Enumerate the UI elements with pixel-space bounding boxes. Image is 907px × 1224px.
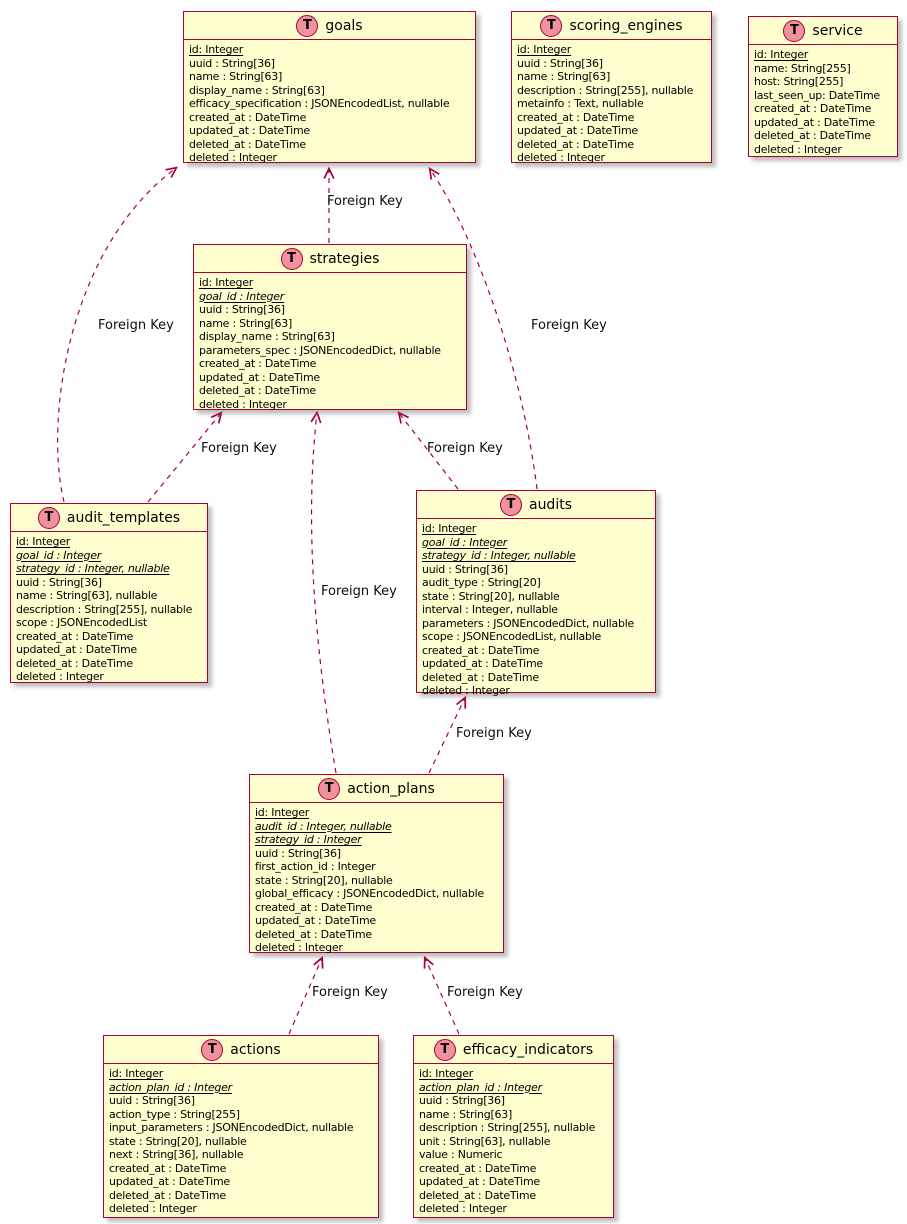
foreign-key-label: Foreign Key: [456, 726, 532, 741]
table-icon: [281, 248, 303, 270]
table-field: deleted_at : DateTime: [109, 1188, 226, 1202]
table-field: uuid : String[36]: [517, 56, 603, 70]
table-field: name : String[63]: [517, 70, 611, 83]
table-field: name : String[63]: [419, 1107, 513, 1121]
table-field: efficacy_specification : JSONEncodedList, nullable: [189, 97, 450, 110]
table-name: goals: [325, 17, 363, 34]
table-field: host: String[255]: [754, 75, 844, 88]
table-header: [184, 12, 475, 40]
table-field: id: Integer: [199, 276, 254, 289]
table-field: updated_at : DateTime: [16, 643, 137, 656]
table-icon: [540, 15, 562, 37]
table-field: deleted : Integer: [16, 670, 104, 683]
table-header: [250, 775, 503, 803]
table-field: scope : JSONEncodedList: [16, 616, 147, 629]
table-field: display_name : String[63]: [189, 83, 325, 97]
table-icon: [38, 507, 60, 529]
table-field: state : String[20], nullable: [255, 873, 393, 887]
table-field: name : String[63]: [199, 316, 293, 330]
table-fields: [417, 519, 655, 698]
table-field: audit_type : String[20]: [422, 576, 541, 589]
table-field: unit : String[63], nullable: [419, 1134, 551, 1148]
table-field: updated_at : DateTime: [255, 914, 376, 927]
table-name: actions: [230, 1041, 281, 1058]
table-field: goal_id : Integer: [422, 535, 508, 549]
table-field: strategy_id : Integer, nullable: [422, 549, 576, 562]
table-name: efficacy_indicators: [462, 1041, 594, 1058]
table-field: scope : JSONEncodedList, nullable: [422, 630, 602, 643]
table-audits: [416, 490, 656, 697]
table-name: action_plans: [347, 780, 435, 797]
table-field: uuid : String[36]: [109, 1094, 195, 1107]
table-icon: [318, 778, 340, 800]
table-field: updated_at : DateTime: [109, 1175, 230, 1188]
table-field: updated_at : DateTime: [199, 370, 320, 384]
table-icon-letter: T: [440, 1042, 450, 1057]
table-action-plans: [249, 774, 504, 953]
table-icon: [201, 1039, 223, 1061]
table-icon: [783, 20, 805, 42]
table-name: scoring_engines: [569, 17, 683, 34]
table-field: uuid : String[36]: [422, 562, 508, 576]
table-field: deleted : Integer: [754, 142, 842, 156]
table-fields: [104, 1064, 378, 1216]
table-field: deleted_at : DateTime: [754, 129, 871, 142]
table-field: action_type : String[255]: [109, 1107, 240, 1121]
table-field: deleted_at : DateTime: [255, 927, 372, 941]
table-field: deleted : Integer: [419, 1202, 507, 1215]
table-icon-letter: T: [302, 18, 312, 33]
table-field: updated_at : DateTime: [517, 124, 638, 137]
table-field: id: Integer: [255, 806, 310, 819]
table-field: uuid : String[36]: [199, 303, 285, 316]
table-fields: [194, 273, 466, 411]
table-field: updated_at : DateTime: [419, 1175, 540, 1188]
table-field: metainfo : Text, nullable: [517, 97, 644, 110]
table-field: id: Integer: [109, 1067, 164, 1080]
table-name: audits: [528, 496, 572, 513]
foreign-key-label: Foreign Key: [447, 985, 523, 1000]
table-icon: [500, 494, 522, 516]
table-fields: [184, 40, 475, 165]
table-field: id: Integer: [754, 48, 809, 61]
table-field: id: Integer: [16, 535, 71, 548]
table-field: last_seen_up: DateTime: [754, 88, 880, 102]
table-audit-templates: [10, 503, 208, 683]
table-header: [512, 12, 711, 40]
table-field: description : String[255], nullable: [16, 602, 193, 616]
table-field: created_at : DateTime: [199, 357, 317, 370]
foreign-key-label: Foreign Key: [531, 318, 607, 333]
foreign-key-arrow-audit_templates-to-goals: [58, 168, 176, 502]
table-field: created_at : DateTime: [517, 110, 635, 124]
table-field: strategy_id : Integer: [255, 833, 362, 846]
foreign-key-label: Foreign Key: [327, 194, 403, 209]
table-field: description : String[255], nullable: [517, 83, 694, 97]
table-field: id: Integer: [419, 1067, 474, 1080]
table-scoring-engines: [511, 11, 712, 163]
table-field: deleted : Integer: [189, 151, 277, 164]
table-field: deleted_at : DateTime: [16, 656, 133, 670]
table-fields: [512, 40, 711, 165]
table-field: deleted : Integer: [199, 397, 287, 411]
table-field: audit_id : Integer, nullable: [255, 819, 392, 833]
table-field: deleted_at : DateTime: [189, 137, 306, 151]
table-field: created_at : DateTime: [16, 629, 134, 643]
table-field: state : String[20], nullable: [109, 1134, 247, 1148]
table-icon-letter: T: [789, 23, 799, 38]
table-field: uuid : String[36]: [189, 56, 275, 70]
table-header: [104, 1036, 378, 1064]
table-field: goal_id : Integer: [199, 289, 285, 303]
table-name: audit_templates: [66, 509, 181, 526]
table-field: uuid : String[36]: [255, 846, 341, 860]
table-actions: [103, 1035, 379, 1218]
table-fields: [250, 803, 503, 955]
table-field: strategy_id : Integer, nullable: [16, 562, 170, 575]
table-field: action_plan_id : Integer: [419, 1080, 542, 1094]
table-header: [414, 1036, 613, 1064]
table-field: name: String[255]: [754, 61, 851, 75]
foreign-key-arrow-audit_templates-to-strategies: [148, 413, 221, 502]
table-field: created_at : DateTime: [419, 1161, 537, 1175]
table-header: [417, 491, 655, 519]
table-field: id: Integer: [189, 43, 244, 56]
table-field: updated_at : DateTime: [189, 124, 310, 137]
foreign-key-label: Foreign Key: [201, 441, 277, 456]
table-field: deleted : Integer: [255, 941, 343, 954]
table-icon-letter: T: [506, 497, 516, 512]
table-service: [748, 16, 898, 157]
foreign-key-label: Foreign Key: [321, 584, 397, 599]
table-field: created_at : DateTime: [255, 900, 373, 914]
table-fields: [414, 1064, 613, 1216]
table-field: first_action_id : Integer: [255, 860, 376, 873]
table-field: uuid : String[36]: [16, 575, 102, 589]
table-icon-letter: T: [547, 18, 556, 33]
table-field: deleted_at : DateTime: [419, 1188, 536, 1202]
table-field: deleted_at : DateTime: [199, 384, 316, 397]
foreign-key-label: Foreign Key: [427, 441, 503, 456]
table-field: deleted_at : DateTime: [517, 137, 634, 151]
table-field: parameters : JSONEncodedDict, nullable: [422, 616, 635, 630]
table-header: [194, 245, 466, 273]
table-field: created_at : DateTime: [754, 102, 872, 115]
table-goals: [183, 11, 476, 163]
table-icon-letter: T: [324, 781, 334, 796]
table-field: deleted : Integer: [422, 684, 510, 697]
table-field: parameters_spec : JSONEncodedDict, nullable: [199, 343, 441, 357]
table-icon-letter: T: [287, 251, 296, 266]
foreign-key-label: Foreign Key: [98, 318, 174, 333]
table-field: display_name : String[63]: [199, 330, 335, 343]
table-field: id: Integer: [517, 43, 572, 56]
table-field: deleted_at : DateTime: [422, 670, 539, 684]
table-field: deleted : Integer: [517, 151, 605, 164]
table-field: interval : Integer, nullable: [422, 603, 558, 616]
table-icon-letter: T: [207, 1042, 217, 1057]
table-field: id: Integer: [422, 522, 477, 535]
table-efficacy-indicators: [413, 1035, 614, 1218]
table-field: name : String[63], nullable: [16, 589, 158, 602]
table-icon: [434, 1039, 456, 1061]
table-fields: [11, 532, 207, 684]
table-field: state : String[20], nullable: [422, 589, 560, 603]
table-icon: [296, 15, 318, 37]
table-field: next : String[36], nullable: [109, 1148, 244, 1161]
table-icon-letter: T: [44, 510, 54, 525]
table-field: created_at : DateTime: [109, 1161, 227, 1175]
table-field: global_efficacy : JSONEncodedDict, nullable: [255, 887, 484, 900]
table-field: deleted : Integer: [109, 1202, 197, 1215]
table-field: created_at : DateTime: [189, 110, 307, 124]
table-field: goal_id : Integer: [16, 548, 102, 562]
table-field: action_plan_id : Integer: [109, 1080, 232, 1094]
table-name: service: [812, 22, 863, 39]
table-field: name : String[63]: [189, 70, 283, 83]
table-header: [749, 17, 897, 45]
table-field: uuid : String[36]: [419, 1094, 505, 1107]
table-field: value : Numeric: [419, 1148, 503, 1161]
table-field: input_parameters : JSONEncodedDict, nullable: [109, 1121, 354, 1134]
table-field: description : String[255], nullable: [419, 1121, 596, 1134]
table-field: created_at : DateTime: [422, 643, 540, 657]
table-header: [11, 504, 207, 532]
foreign-key-label: Foreign Key: [312, 985, 388, 1000]
table-fields: [749, 45, 897, 156]
table-field: updated_at : DateTime: [754, 115, 875, 129]
table-strategies: [193, 244, 467, 410]
table-field: updated_at : DateTime: [422, 657, 543, 670]
table-name: strategies: [309, 250, 380, 267]
